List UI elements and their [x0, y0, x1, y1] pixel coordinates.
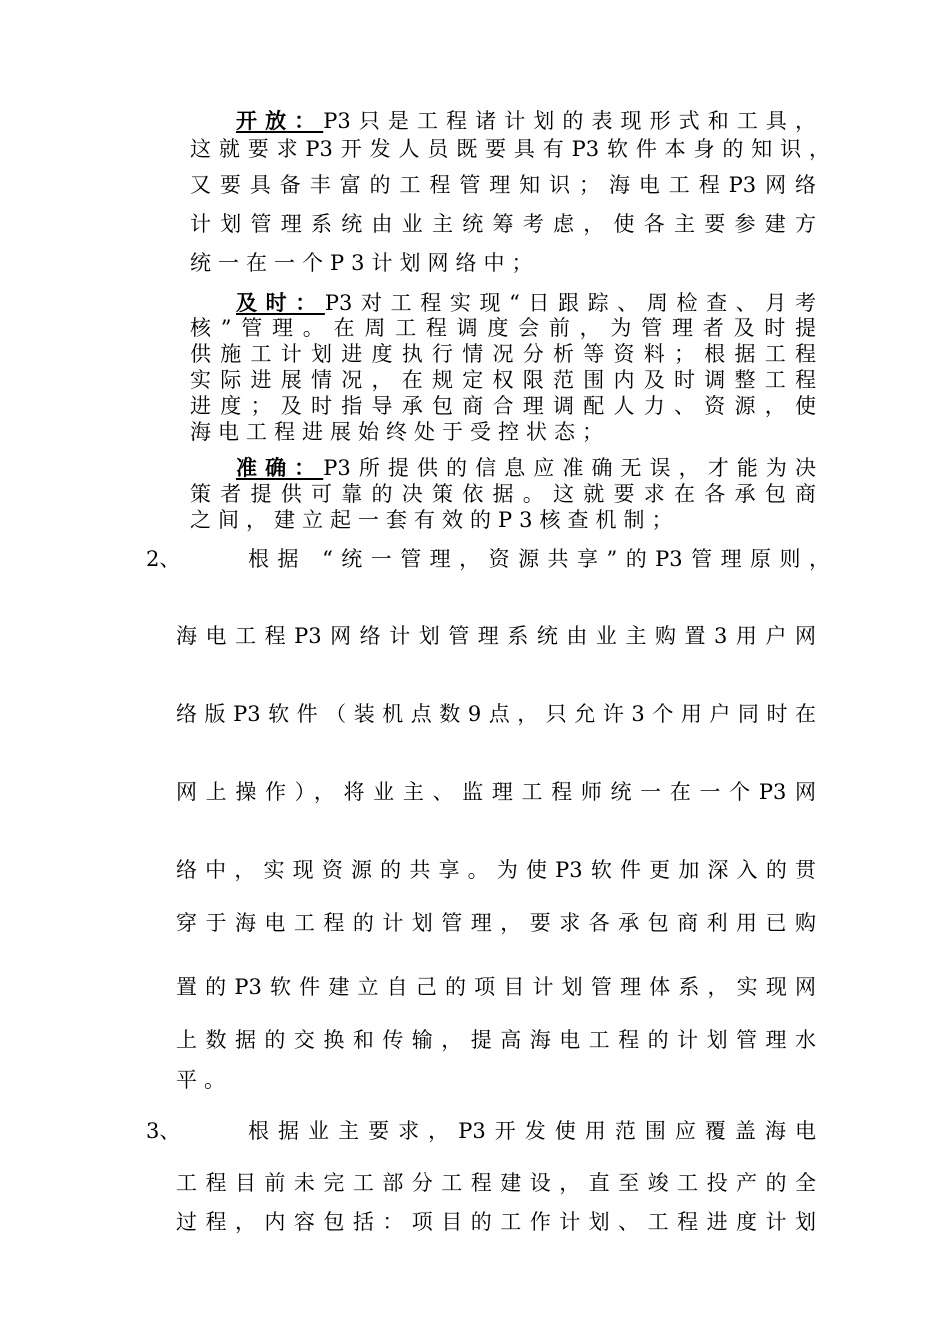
paragraph-open-line-3: 又要具备丰富的工程管理知识；海电工程P3网络 — [190, 173, 816, 197]
list-number-2: 2、 — [146, 547, 181, 571]
paragraph-accurate-line-1 — [236, 455, 816, 481]
paragraph-open-line-5: 统一在一个P3计划网络中； — [190, 251, 540, 275]
paragraph-timely-line-3: 供施工计划进度执行情况分析等资料；根据工程 — [190, 342, 816, 366]
item3-line-1: 根据业主要求，P3开发使用范围应覆盖海电 — [248, 1119, 816, 1143]
keyword-accurate: 准确： — [236, 455, 324, 480]
paragraph-timely-line-4: 实际进展情况，在规定权限范围内及时调整工程 — [190, 368, 816, 392]
item2-line-2: 海电工程P3网络计划管理系统由业主购置3用户网 — [176, 624, 816, 648]
paragraph-timely-line-5: 进度；及时指导承包商合理调配人力、资源，使 — [190, 394, 816, 418]
text-run: P3只是工程诸计划的表现形式和工具， — [323, 109, 817, 133]
paragraph-open-line-1 — [236, 108, 816, 134]
list-number-3: 3、 — [146, 1119, 181, 1143]
item3-line-3: 过程，内容包括：项目的工作计划、工程进度计划 — [176, 1210, 816, 1234]
item2-line-9: 平。 — [176, 1068, 232, 1092]
text-run: P3所提供的信息应准确无误，才能为决 — [323, 456, 817, 480]
text-run: P3对工程实现“日跟踪、周检查、月考 — [324, 291, 816, 315]
keyword-open: 开放： — [236, 108, 324, 133]
item2-line-1: 根据 “统一管理，资源共享”的P3管理原则， — [248, 547, 830, 571]
paragraph-timely-line-1 — [236, 290, 816, 316]
item3-line-2: 工程目前未完工部分工程建设，直至竣工投产的全 — [176, 1171, 816, 1195]
paragraph-timely-line-2: 核”管理。在周工程调度会前，为管理者及时提 — [190, 316, 816, 340]
item2-line-3: 络版P3软件（装机点数9点，只允许3个用户同时在 — [176, 702, 816, 726]
item2-line-7: 置的P3软件建立自己的项目计划管理体系，实现网 — [176, 975, 816, 999]
paragraph-accurate-line-3: 之间，建立起一套有效的P3核查机制； — [190, 508, 680, 532]
keyword-timely: 及时： — [236, 290, 325, 315]
paragraph-accurate-line-2: 策者提供可靠的决策依据。这就要求在各承包商 — [190, 482, 816, 506]
item2-line-6: 穿于海电工程的计划管理，要求各承包商利用已购 — [176, 911, 816, 935]
paragraph-timely-line-6: 海电工程进展始终处于受控状态； — [190, 420, 610, 444]
item2-line-8: 上数据的交换和传输，提高海电工程的计划管理水 — [176, 1028, 816, 1052]
paragraph-open-line-4: 计划管理系统由业主统筹考虑，使各主要参建方 — [190, 212, 816, 236]
item2-line-5: 络中，实现资源的共享。为使P3软件更加深入的贯 — [176, 858, 816, 882]
item2-line-4: 网上操作），将业主、监理工程师统一在一个P3网 — [176, 780, 816, 804]
paragraph-open-line-2: 这就要求P3开发人员既要具有P3软件本身的知识， — [190, 137, 830, 161]
